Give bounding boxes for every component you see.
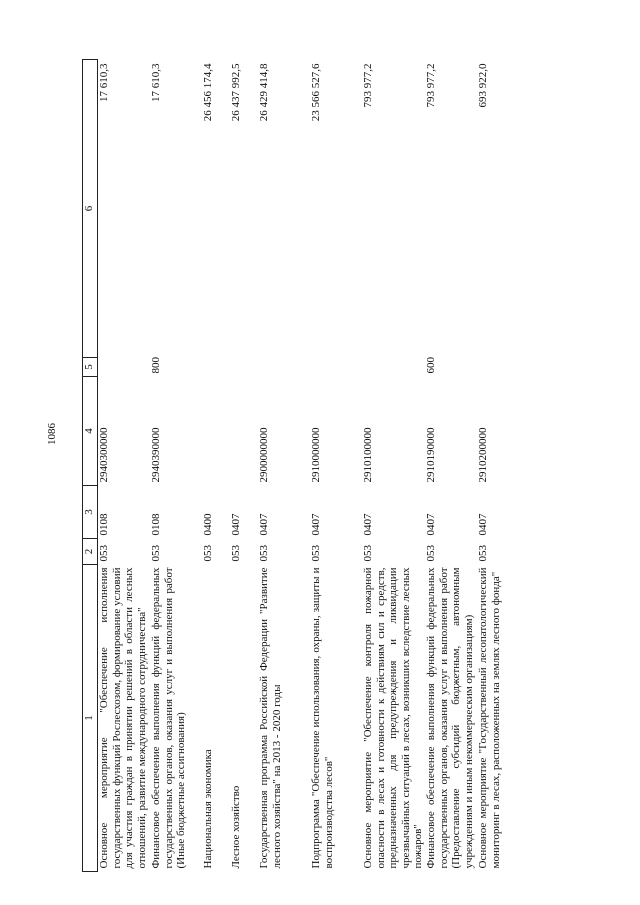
row-amount: 793 977,2 [424, 63, 437, 108]
header-row [83, 60, 98, 872]
row-name: Национальная экономика [202, 749, 214, 869]
row-adm-code: 053 [98, 545, 110, 562]
row-vr-code: 800 [150, 357, 162, 374]
header-col-3: 3 [83, 486, 98, 539]
row-adm-code: 053 [362, 545, 374, 562]
row-amount: 26 456 174,4 [202, 63, 214, 122]
row-target-code: 2940390000 [150, 427, 162, 483]
row-name: Лесное хозяйство [230, 785, 242, 869]
row-name: Основное мероприятие "Обеспечение исполнения государственных функций Рослесхозом, формирование условий для участия граждан в принятии решений в области лесных отношений, развитие международного сотрудничества" [98, 567, 148, 869]
row-vr-code [230, 358, 258, 377]
table-row [425, 60, 477, 872]
rotated-table-container [82, 60, 557, 872]
row-name: Финансовое обеспечение выполнения функций федеральных государственных органов, оказания услуг и выполнения работ (Иные бюджетные ассигнования) [150, 567, 188, 869]
row-amount: 693 922,0 [476, 63, 489, 108]
row-vr-code [98, 358, 151, 377]
table-row [230, 60, 258, 872]
row-name: Финансовое обеспечение выполнения функций федеральных государственных органов, оказания услуг и выполнения работ (Предоставление субсидий бюджетным, автономным учреждениям и иным некоммерческим организациям) [424, 567, 475, 869]
row-adm-code: 053 [150, 545, 162, 562]
table-row [362, 60, 425, 872]
row-amount: 17 610,3 [98, 63, 110, 102]
header-col-1: 1 [83, 565, 98, 872]
row-adm-code: 053 [258, 545, 270, 562]
header-col-2: 2 [83, 539, 98, 565]
row-adm-code: 053 [310, 545, 322, 562]
row-amount: 26 429 414,8 [258, 63, 270, 122]
row-amount: 17 610,3 [150, 63, 162, 102]
header-col-4: 4 [83, 377, 98, 486]
header-col-5: 5 [83, 358, 98, 377]
row-section-code: 0407 [362, 513, 374, 536]
row-section-code: 0407 [424, 513, 437, 536]
row-vr-code [258, 358, 310, 377]
row-section-code: 0407 [476, 513, 489, 536]
row-vr-code [202, 358, 230, 377]
row-target-code: 2900000000 [258, 427, 270, 483]
row-target-code: 2910200000 [476, 427, 489, 483]
row-adm-code: 053 [230, 545, 242, 562]
row-vr-code: 600 [424, 357, 437, 374]
row-vr-code [362, 358, 425, 377]
row-name: Основное мероприятие "Обеспечение контроля пожарной опасности в лесах и готовности к действиям сил и средств, предназначенных для предупреждения и ликвидации чрезвычайных ситуаций в лесах, возникших вследствие лесных пожаров" [362, 567, 425, 869]
row-target-code: 2910000000 [310, 427, 322, 483]
row-name: Основное мероприятие "Государственный лесопатологический мониторинг в лесах, расположенных на землях лесного фонда" [476, 567, 502, 869]
table-row [310, 60, 362, 872]
row-target-code: 2910190000 [424, 427, 437, 483]
budget-table [82, 59, 529, 872]
row-section-code: 0108 [150, 513, 162, 536]
table-row [477, 60, 529, 872]
header-col-6: 6 [83, 60, 98, 358]
row-target-code: 2910100000 [362, 427, 374, 483]
table-row [150, 60, 202, 872]
table-row [258, 60, 310, 872]
table-row [98, 60, 151, 872]
row-section-code: 0400 [202, 513, 214, 536]
row-section-code: 0407 [230, 513, 242, 536]
row-target-code [202, 377, 230, 486]
table-row [202, 60, 230, 872]
row-target-code: 2940300000 [98, 427, 110, 483]
row-name: Государственная программа Российской Федерации "Развитие лесного хозяйства" на 2013 - 2020 годы [258, 567, 283, 869]
row-vr-code [477, 358, 529, 377]
row-adm-code: 053 [424, 545, 437, 562]
row-adm-code: 053 [476, 545, 489, 562]
page-number: 1086 [46, 423, 58, 445]
row-amount: 23 566 527,6 [310, 63, 322, 122]
row-target-code [230, 377, 258, 486]
row-section-code: 0108 [98, 513, 110, 536]
row-amount: 26 437 992,5 [230, 63, 242, 122]
row-vr-code [310, 358, 362, 377]
row-amount: 793 977,2 [362, 63, 374, 108]
row-name: Подпрограмма "Обеспечение использования, охраны, защиты и воспроизводства лесов" [310, 567, 335, 869]
row-section-code: 0407 [310, 513, 322, 536]
row-adm-code: 053 [202, 545, 214, 562]
row-section-code: 0407 [258, 513, 270, 536]
